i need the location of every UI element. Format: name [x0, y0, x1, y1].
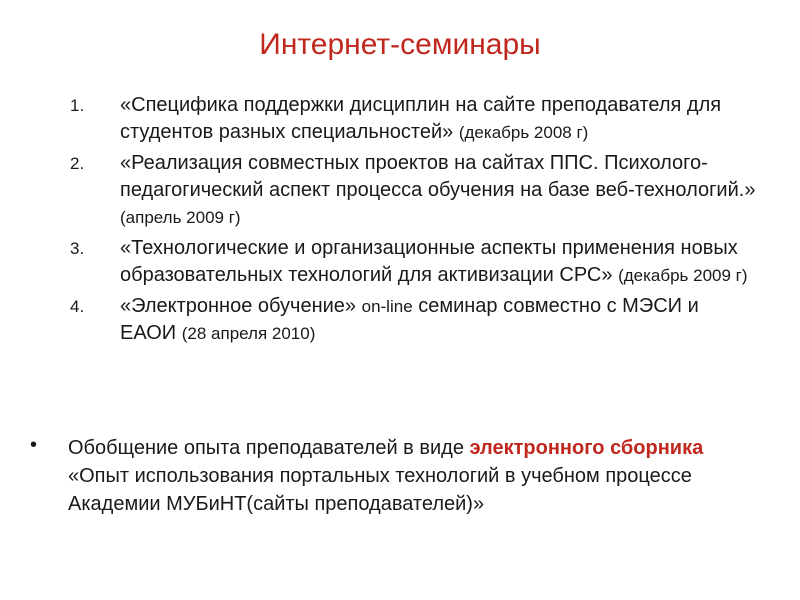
summary-bullet [30, 434, 760, 518]
item-format: on-line [361, 297, 413, 316]
slide-title: Интернет-семинары [259, 28, 541, 61]
summary-highlight: электронного сборника [469, 437, 704, 459]
item-date: (декабрь 2008 г) [458, 123, 589, 142]
item-title: «Электронное обучение» [120, 295, 357, 317]
list-item [70, 293, 760, 347]
item-number: 2. [70, 154, 85, 173]
item-date: (апрель 2009 г) [120, 208, 241, 227]
list-item [70, 150, 760, 231]
seminar-list [70, 92, 760, 351]
item-number: 3. [70, 239, 85, 258]
item-date: (28 апреля 2010) [181, 324, 316, 343]
list-item [70, 235, 760, 289]
item-date: (декабрь 2009 г) [618, 266, 748, 285]
item-title-continued: семинар совместно с МЭСИ и ЕАОИ [120, 295, 699, 344]
item-number: 4. [70, 297, 85, 316]
bullet-icon: • [30, 434, 38, 456]
item-title: «Реализация совместных проектов на сайтах ППС. Психолого-педагогический аспект процесса обучения на базе веб-технологий.» [120, 152, 756, 201]
summary-rest: «Опыт использования портальных технологий в учебном процессе Академии МУБиНТ(сайты преподавателей)» [68, 465, 692, 515]
summary-prefix: Обобщение опыта преподавателей в виде [68, 437, 464, 459]
item-number: 1. [70, 96, 85, 115]
list-item [70, 92, 760, 146]
summary-text [68, 434, 760, 518]
item-title: «Специфика поддержки дисциплин на сайте преподавателя для студентов разных специальностей» [120, 94, 722, 143]
item-title: «Технологические и организационные аспекты применения новых образовательных технологий для активизации СРС» [120, 237, 738, 286]
